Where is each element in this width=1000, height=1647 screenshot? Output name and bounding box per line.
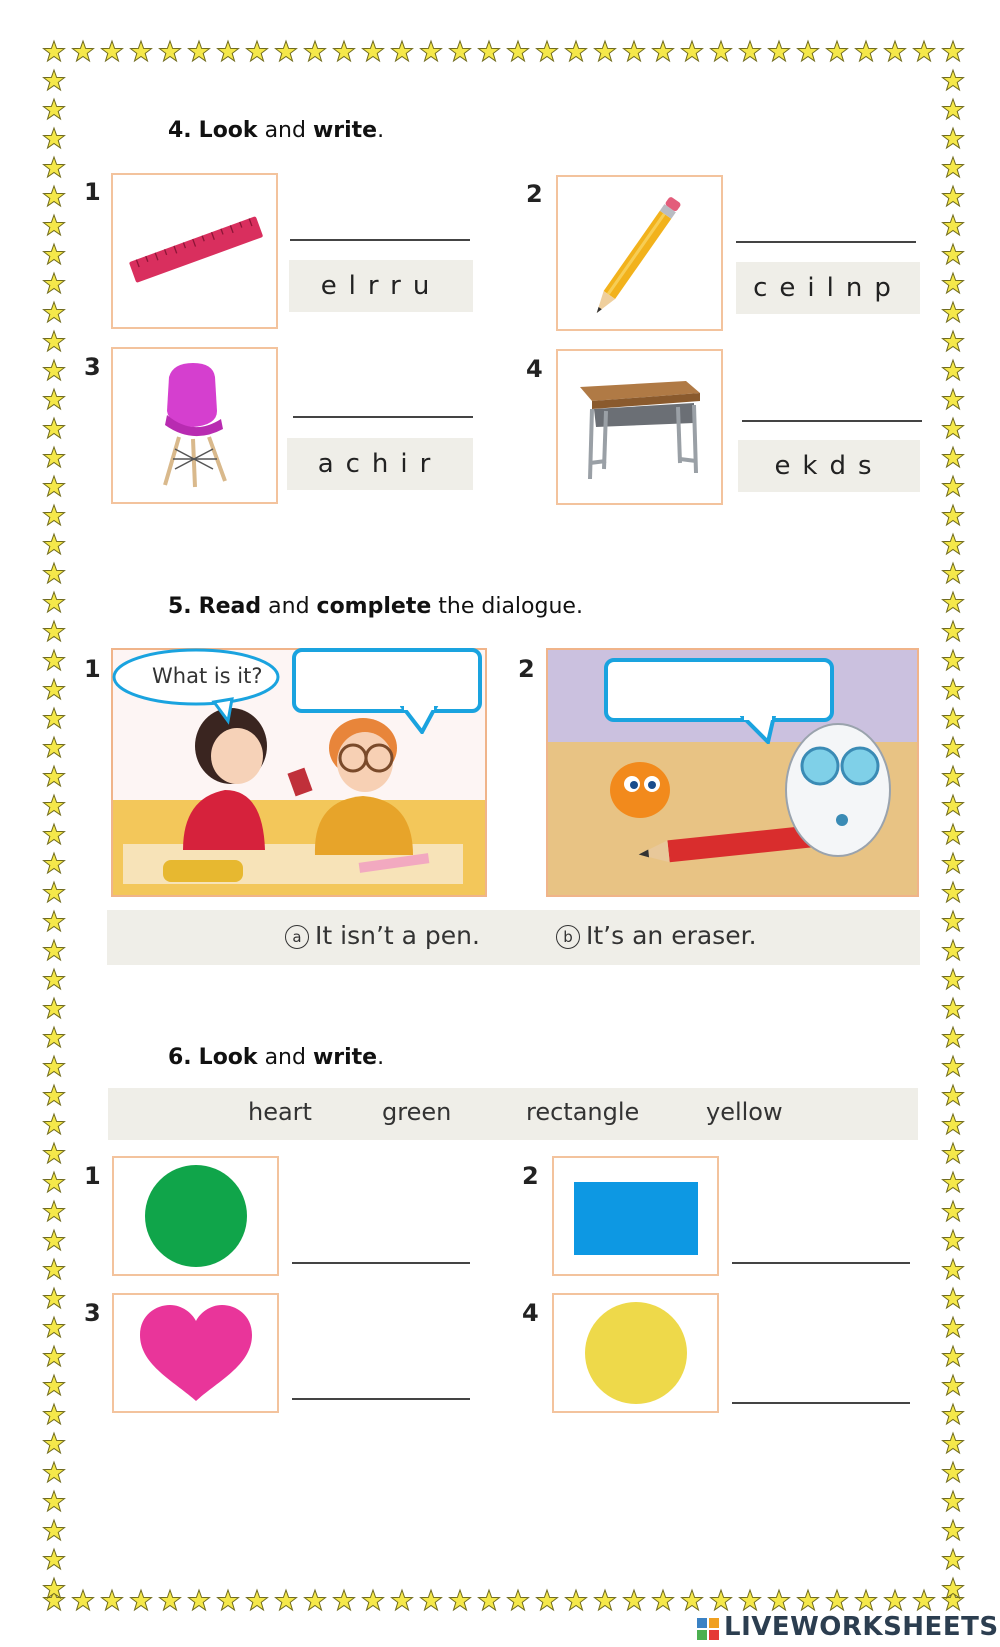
border-star-icon bbox=[943, 766, 964, 786]
border-star-icon bbox=[44, 128, 65, 148]
border-star-icon bbox=[334, 1590, 355, 1610]
border-star-icon bbox=[943, 708, 964, 728]
border-star-icon bbox=[943, 1433, 964, 1453]
scrambled-letters: elrru bbox=[289, 260, 473, 312]
border-star-icon bbox=[44, 708, 65, 728]
speech-text: What is it? bbox=[152, 664, 263, 688]
border-star-icon bbox=[943, 418, 964, 438]
border-star-icon bbox=[624, 41, 645, 61]
options-bar bbox=[107, 910, 920, 965]
border-star-icon bbox=[943, 563, 964, 583]
border-star-icon bbox=[102, 41, 123, 61]
item-number: 2 bbox=[518, 655, 535, 683]
pencil-icon bbox=[558, 177, 721, 329]
border-star-icon bbox=[508, 1590, 529, 1610]
item-number: 4 bbox=[526, 355, 543, 383]
border-star-icon bbox=[44, 766, 65, 786]
border-star-icon bbox=[798, 41, 819, 61]
border-star-icon bbox=[769, 41, 790, 61]
border-star-icon bbox=[798, 1590, 819, 1610]
bubble-tail bbox=[740, 716, 780, 744]
border-star-icon bbox=[943, 940, 964, 960]
item-number: 1 bbox=[84, 178, 101, 206]
border-star-icon bbox=[595, 1590, 616, 1610]
border-star-icon bbox=[44, 650, 65, 670]
item-number: 3 bbox=[84, 353, 101, 381]
border-star-icon bbox=[44, 563, 65, 583]
option-letter: a bbox=[285, 925, 309, 949]
border-star-icon bbox=[44, 998, 65, 1018]
border-star-icon bbox=[943, 1201, 964, 1221]
scrambled-letters: ekds bbox=[738, 440, 920, 492]
border-star-icon bbox=[943, 621, 964, 641]
border-star-icon bbox=[44, 737, 65, 757]
border-star-icon bbox=[44, 447, 65, 467]
border-star-icon bbox=[44, 1172, 65, 1192]
border-star-icon bbox=[943, 360, 964, 380]
ruler-icon bbox=[113, 175, 276, 327]
item-number: 2 bbox=[526, 180, 543, 208]
border-star-icon bbox=[131, 1590, 152, 1610]
border-star-icon bbox=[73, 41, 94, 61]
border-star-icon bbox=[885, 41, 906, 61]
border-star-icon bbox=[44, 1085, 65, 1105]
border-star-icon bbox=[769, 1590, 790, 1610]
border-star-icon bbox=[131, 41, 152, 61]
border-star-icon bbox=[566, 1590, 587, 1610]
border-star-icon bbox=[44, 940, 65, 960]
border-star-icon bbox=[44, 911, 65, 931]
border-star-icon bbox=[44, 592, 65, 612]
border-star-icon bbox=[44, 882, 65, 902]
border-star-icon bbox=[44, 795, 65, 815]
border-star-icon bbox=[44, 1346, 65, 1366]
border-star-icon bbox=[44, 534, 65, 554]
border-star-icon bbox=[392, 1590, 413, 1610]
border-star-icon bbox=[943, 99, 964, 119]
border-star-icon bbox=[711, 41, 732, 61]
border-star-icon bbox=[363, 41, 384, 61]
liveworksheets-logo-icon bbox=[697, 1616, 723, 1642]
border-star-icon bbox=[44, 1143, 65, 1163]
option-text: It isn’t a pen. bbox=[315, 921, 480, 950]
answer-line-shape-2[interactable] bbox=[732, 1262, 910, 1264]
border-star-icon bbox=[943, 41, 964, 61]
border-star-icon bbox=[44, 1433, 65, 1453]
option-b bbox=[556, 921, 757, 950]
border-star-icon bbox=[44, 157, 65, 177]
border-star-icon bbox=[682, 41, 703, 61]
brand-name: LIVEWORKSHEETS bbox=[724, 1612, 999, 1642]
border-star-icon bbox=[44, 621, 65, 641]
border-star-icon bbox=[943, 737, 964, 757]
border-star-icon bbox=[44, 1317, 65, 1337]
border-star-icon bbox=[740, 41, 761, 61]
answer-bubble-1[interactable] bbox=[292, 648, 482, 713]
word-bank-item: green bbox=[382, 1098, 452, 1126]
answer-line-shape-4[interactable] bbox=[732, 1402, 910, 1404]
border-star-icon bbox=[943, 389, 964, 409]
border-star-icon bbox=[44, 1056, 65, 1076]
border-star-icon bbox=[885, 1590, 906, 1610]
border-star-icon bbox=[189, 41, 210, 61]
answer-bubble-2[interactable] bbox=[604, 658, 834, 722]
border-star-icon bbox=[334, 41, 355, 61]
border-star-icon bbox=[189, 1590, 210, 1610]
item-number: 2 bbox=[522, 1162, 539, 1190]
border-star-icon bbox=[943, 824, 964, 844]
border-star-icon bbox=[276, 1590, 297, 1610]
border-star-icon bbox=[44, 331, 65, 351]
border-star-icon bbox=[44, 70, 65, 90]
option-text: It’s an eraser. bbox=[586, 921, 757, 950]
border-star-icon bbox=[943, 1317, 964, 1337]
border-star-icon bbox=[653, 41, 674, 61]
border-star-icon bbox=[943, 1230, 964, 1250]
word-bank-item: heart bbox=[248, 1098, 312, 1126]
border-star-icon bbox=[711, 1590, 732, 1610]
border-star-icon bbox=[44, 505, 65, 525]
border-star-icon bbox=[392, 41, 413, 61]
border-star-icon bbox=[943, 911, 964, 931]
border-star-icon bbox=[943, 1259, 964, 1279]
border-star-icon bbox=[943, 157, 964, 177]
scrambled-letters: achir bbox=[287, 438, 473, 490]
border-star-icon bbox=[943, 679, 964, 699]
border-star-icon bbox=[943, 1288, 964, 1308]
border-star-icon bbox=[943, 1404, 964, 1424]
border-star-icon bbox=[537, 41, 558, 61]
border-star-icon bbox=[943, 853, 964, 873]
border-star-icon bbox=[943, 1462, 964, 1482]
border-star-icon bbox=[44, 1114, 65, 1134]
border-star-icon bbox=[44, 302, 65, 322]
border-star-icon bbox=[856, 1590, 877, 1610]
border-star-icon bbox=[44, 1027, 65, 1047]
border-star-icon bbox=[479, 1590, 500, 1610]
answer-line-4[interactable] bbox=[742, 420, 922, 422]
border-star-icon bbox=[943, 592, 964, 612]
border-star-icon bbox=[943, 1172, 964, 1192]
border-star-icon bbox=[914, 1590, 935, 1610]
border-star-icon bbox=[44, 1520, 65, 1540]
border-star-icon bbox=[44, 360, 65, 380]
option-letter: b bbox=[556, 925, 580, 949]
scrambled-letters: ceilnp bbox=[736, 262, 920, 314]
border-star-icon bbox=[943, 795, 964, 815]
border-star-icon bbox=[624, 1590, 645, 1610]
border-star-icon bbox=[943, 1578, 964, 1598]
border-star-icon bbox=[44, 1578, 65, 1598]
border-star-icon bbox=[247, 1590, 268, 1610]
border-star-icon bbox=[943, 1114, 964, 1134]
border-star-icon bbox=[943, 969, 964, 989]
border-star-icon bbox=[943, 476, 964, 496]
item-number: 4 bbox=[522, 1299, 539, 1327]
border-star-icon bbox=[943, 1375, 964, 1395]
border-star-icon bbox=[943, 882, 964, 902]
answer-line-3[interactable] bbox=[293, 416, 473, 418]
word-bank bbox=[108, 1088, 918, 1140]
border-star-icon bbox=[44, 244, 65, 264]
border-star-icon bbox=[218, 1590, 239, 1610]
chair-icon bbox=[113, 349, 276, 502]
bubble-tail bbox=[400, 706, 440, 734]
answer-line-shape-1[interactable] bbox=[292, 1262, 470, 1264]
border-star-icon bbox=[44, 1230, 65, 1250]
border-star-icon bbox=[44, 99, 65, 119]
border-star-icon bbox=[943, 1491, 964, 1511]
border-star-icon bbox=[44, 1201, 65, 1221]
item-number: 1 bbox=[84, 1162, 101, 1190]
border-star-icon bbox=[827, 1590, 848, 1610]
border-star-icon bbox=[450, 41, 471, 61]
border-star-icon bbox=[44, 969, 65, 989]
border-star-icon bbox=[943, 505, 964, 525]
border-star-icon bbox=[943, 1143, 964, 1163]
border-star-icon bbox=[827, 41, 848, 61]
border-star-icon bbox=[943, 186, 964, 206]
border-star-icon bbox=[740, 1590, 761, 1610]
border-star-icon bbox=[421, 41, 442, 61]
answer-line-shape-3[interactable] bbox=[292, 1398, 470, 1400]
border-star-icon bbox=[44, 1288, 65, 1308]
desk-picture bbox=[556, 349, 723, 505]
border-star-icon bbox=[566, 41, 587, 61]
desk-icon bbox=[558, 351, 721, 503]
border-star-icon bbox=[44, 186, 65, 206]
border-star-icon bbox=[943, 998, 964, 1018]
border-star-icon bbox=[653, 1590, 674, 1610]
border-star-icon bbox=[160, 41, 181, 61]
border-star-icon bbox=[276, 41, 297, 61]
border-star-icon bbox=[595, 41, 616, 61]
border-star-icon bbox=[44, 476, 65, 496]
word-bank-item: rectangle bbox=[526, 1098, 640, 1126]
border-star-icon bbox=[44, 215, 65, 235]
border-star-icon bbox=[943, 1590, 964, 1610]
answer-line-2[interactable] bbox=[736, 241, 916, 243]
word-bank-item: yellow bbox=[706, 1098, 783, 1126]
section-4-heading: 4. Look and write. bbox=[168, 118, 385, 143]
border-star-icon bbox=[943, 447, 964, 467]
border-star-icon bbox=[943, 128, 964, 148]
border-star-icon bbox=[44, 389, 65, 409]
border-star-icon bbox=[363, 1590, 384, 1610]
border-star-icon bbox=[943, 331, 964, 351]
border-star-icon bbox=[44, 1491, 65, 1511]
border-star-icon bbox=[943, 1520, 964, 1540]
border-star-icon bbox=[943, 70, 964, 90]
border-star-icon bbox=[44, 1590, 65, 1610]
border-star-icon bbox=[73, 1590, 94, 1610]
border-star-icon bbox=[479, 41, 500, 61]
border-star-icon bbox=[44, 418, 65, 438]
border-star-icon bbox=[44, 679, 65, 699]
border-star-icon bbox=[450, 1590, 471, 1610]
yellow-circle-card bbox=[552, 1293, 719, 1413]
border-star-icon bbox=[44, 824, 65, 844]
border-star-icon bbox=[943, 650, 964, 670]
border-star-icon bbox=[218, 41, 239, 61]
pink-heart-card bbox=[112, 1293, 279, 1413]
border-star-icon bbox=[102, 1590, 123, 1610]
item-number: 1 bbox=[84, 655, 101, 683]
border-star-icon bbox=[943, 1056, 964, 1076]
pencil-picture bbox=[556, 175, 723, 331]
yellow-circle-shape bbox=[554, 1295, 717, 1411]
item-number: 3 bbox=[84, 1299, 101, 1327]
border-star-icon bbox=[44, 1549, 65, 1569]
answer-line-1[interactable] bbox=[290, 239, 470, 241]
blue-rectangle-shape bbox=[554, 1158, 717, 1274]
border-star-icon bbox=[943, 1346, 964, 1366]
border-star-icon bbox=[44, 41, 65, 61]
border-star-icon bbox=[44, 1404, 65, 1424]
border-star-icon bbox=[943, 1085, 964, 1105]
border-star-icon bbox=[247, 41, 268, 61]
border-star-icon bbox=[943, 1549, 964, 1569]
blue-rectangle-card bbox=[552, 1156, 719, 1276]
chair-picture bbox=[111, 347, 278, 504]
green-circle-card bbox=[112, 1156, 279, 1276]
pink-heart-shape bbox=[114, 1295, 277, 1411]
border-star-icon bbox=[943, 1027, 964, 1047]
green-circle-shape bbox=[114, 1158, 277, 1274]
border-star-icon bbox=[44, 853, 65, 873]
border-star-icon bbox=[914, 41, 935, 61]
border-star-icon bbox=[943, 302, 964, 322]
border-star-icon bbox=[682, 1590, 703, 1610]
border-star-icon bbox=[305, 1590, 326, 1610]
border-star-icon bbox=[44, 273, 65, 293]
section-6-heading: 6. Look and write. bbox=[168, 1045, 385, 1070]
border-star-icon bbox=[943, 215, 964, 235]
border-star-icon bbox=[943, 244, 964, 264]
border-star-icon bbox=[421, 1590, 442, 1610]
border-star-icon bbox=[44, 1462, 65, 1482]
section-5-heading: 5. Read and complete the dialogue. bbox=[168, 594, 583, 619]
border-star-icon bbox=[44, 1259, 65, 1279]
border-star-icon bbox=[508, 41, 529, 61]
ruler-picture bbox=[111, 173, 278, 329]
border-star-icon bbox=[943, 534, 964, 554]
border-star-icon bbox=[537, 1590, 558, 1610]
border-star-icon bbox=[943, 273, 964, 293]
option-a bbox=[285, 921, 480, 950]
border-star-icon bbox=[44, 1375, 65, 1395]
border-star-icon bbox=[305, 41, 326, 61]
border-star-icon bbox=[856, 41, 877, 61]
border-star-icon bbox=[160, 1590, 181, 1610]
